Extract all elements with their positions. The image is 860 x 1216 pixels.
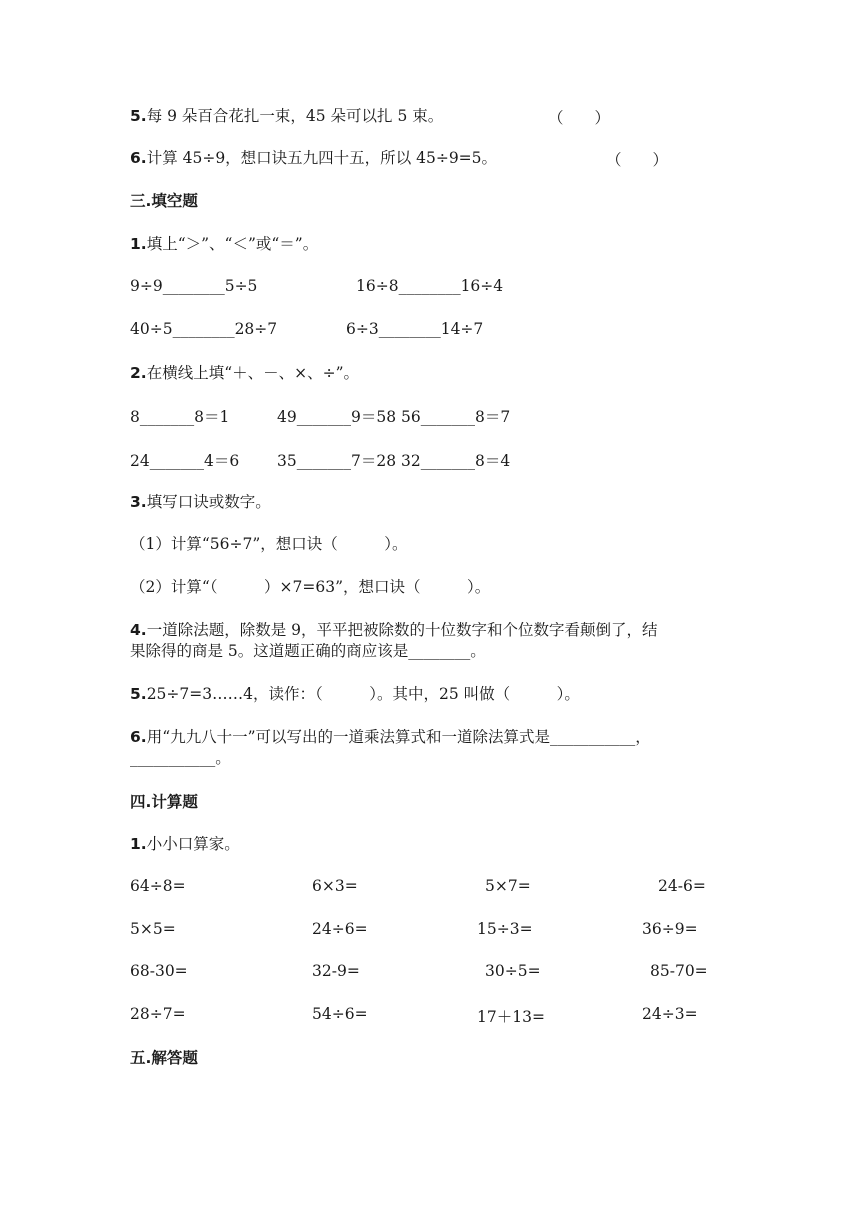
calc-problem[interactable]: 24÷6= — [312, 920, 368, 938]
question-text: 填上“＞”、“＜”或“＝”。 — [146, 235, 319, 253]
compare-blank[interactable]: 6÷3________14÷7 — [346, 320, 484, 338]
item-text: 每 9 朵百合花扎一束，45 朵可以扎 5 束。 — [146, 107, 444, 125]
calc-problem[interactable]: 30÷5= — [485, 962, 541, 980]
question-text: 在横线上填“＋、－、×、÷”。 — [146, 364, 360, 382]
calc-problem[interactable]: 36÷9= — [642, 920, 698, 938]
question-number: 1. — [130, 835, 147, 853]
question-number: 4. — [130, 621, 147, 639]
operator-blank[interactable]: 24_______4＝6 — [130, 452, 240, 470]
judgment-item-6 — [130, 148, 497, 168]
question-number: 2. — [130, 364, 147, 382]
fill-question-6[interactable] — [130, 727, 651, 747]
fill-question-2 — [130, 363, 359, 383]
question-number: 6. — [130, 728, 147, 746]
fill-question-4-line2[interactable]: 果除得的商是 5。这道题正确的商应该是________。 — [130, 642, 486, 660]
judgment-item-5 — [130, 106, 443, 126]
calc-question-1 — [130, 834, 240, 854]
calc-problem[interactable]: 5×7= — [485, 877, 531, 895]
fill-question-4 — [130, 620, 657, 640]
calc-problem[interactable]: 17＋13= — [477, 1008, 545, 1026]
operator-blank[interactable]: 49_______9＝58 56_______8＝7 — [277, 408, 511, 426]
item-text: 计算 45÷9，想口诀五九四十五，所以 45÷9=5。 — [146, 149, 498, 167]
section-heading-calculation: 四.计算题 — [130, 793, 198, 811]
question-number: 3. — [130, 493, 147, 511]
question-text: 小小口算家。 — [146, 835, 240, 853]
question-text-line1: 一道除法题，除数是 9，平平把被除数的十位数字和个位数字看颠倒了，结 — [146, 621, 658, 639]
sub-question-1[interactable]: （1）计算“56÷7”，想口诀（ ）。 — [130, 535, 408, 553]
operator-blank[interactable]: 35_______7＝28 32_______8＝4 — [277, 452, 511, 470]
question-number: 5. — [130, 685, 147, 703]
calc-problem[interactable]: 24÷3= — [642, 1005, 698, 1023]
calc-problem[interactable]: 28÷7= — [130, 1005, 186, 1023]
calc-problem[interactable]: 68-30= — [130, 962, 188, 980]
calc-problem[interactable]: 64÷8= — [130, 877, 186, 895]
item-number: 6. — [130, 149, 147, 167]
answer-paren-5[interactable]: （ ） — [548, 109, 611, 127]
calc-problem[interactable]: 5×5= — [130, 920, 176, 938]
compare-blank[interactable]: 9÷9________5÷5 — [130, 277, 258, 295]
compare-blank[interactable]: 40÷5________28÷7 — [130, 320, 278, 338]
question-text: 25÷7=3……4，读作：（ ）。其中，25 叫做（ ）。 — [146, 685, 580, 703]
fill-question-5[interactable] — [130, 684, 580, 704]
item-number: 5. — [130, 107, 147, 125]
question-text-line1: 用“九九八十一”可以写出的一道乘法算式和一道除法算式是___________， — [146, 728, 651, 746]
calc-problem[interactable]: 85-70= — [650, 962, 708, 980]
compare-blank[interactable]: 16÷8________16÷4 — [356, 277, 504, 295]
fill-question-6-line2[interactable]: ___________。 — [130, 749, 231, 767]
fill-question-1 — [130, 234, 318, 254]
calc-problem[interactable]: 32-9= — [312, 962, 360, 980]
fill-question-3 — [130, 492, 271, 512]
calc-problem[interactable]: 24-6= — [658, 877, 706, 895]
section-heading-fill-in: 三.填空题 — [130, 192, 198, 210]
calc-problem[interactable]: 6×3= — [312, 877, 358, 895]
question-number: 1. — [130, 235, 147, 253]
section-heading-answer: 五.解答题 — [130, 1049, 198, 1067]
sub-question-2[interactable]: （2）计算“（ ）×7=63”，想口诀（ ）。 — [130, 578, 491, 596]
answer-paren-6[interactable]: （ ） — [606, 151, 669, 169]
operator-blank[interactable]: 8_______8＝1 — [130, 408, 230, 426]
question-text: 填写口诀或数字。 — [146, 493, 271, 511]
calc-problem[interactable]: 15÷3= — [477, 920, 533, 938]
calc-problem[interactable]: 54÷6= — [312, 1005, 368, 1023]
